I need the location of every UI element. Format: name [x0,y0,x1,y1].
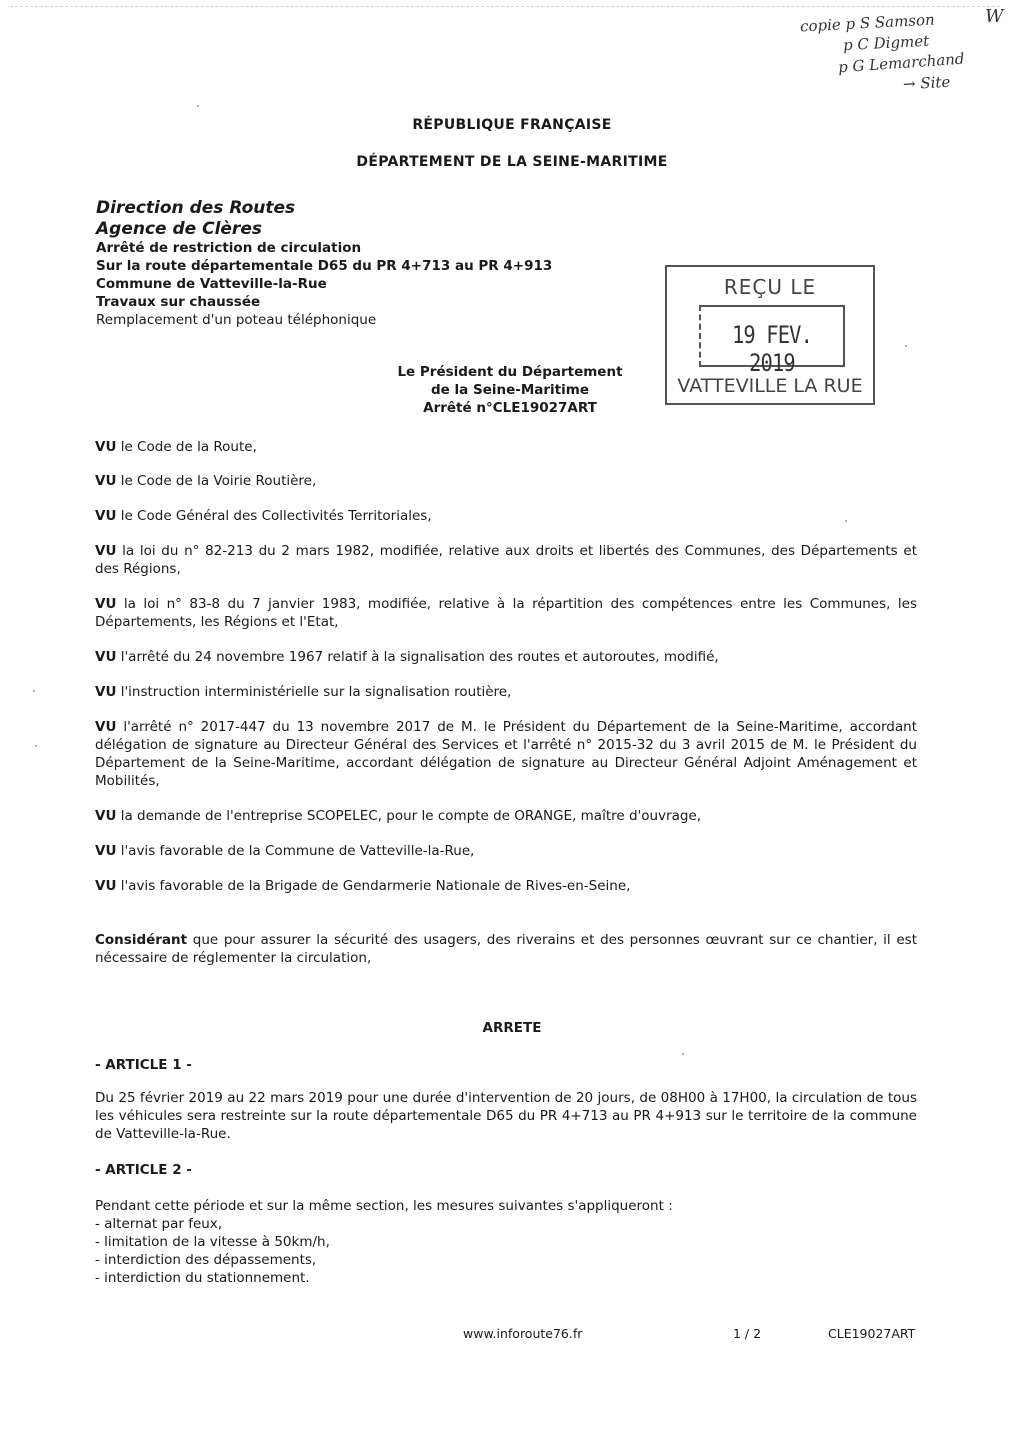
visa-item: VU l'instruction interministérielle sur la signalisation routière, [95,684,512,700]
measure-item: - interdiction du stationnement. [95,1270,310,1286]
scan-speck [197,105,199,107]
article-2-heading: - ARTICLE 2 - [95,1162,192,1178]
reception-stamp [665,265,875,405]
visa-item: VU l'arrêté n° 2017-447 du 13 novembre 2017 de M. le Président du Département de la Seine-Maritime, accordant délégation de signature au Directeur Général des Services et l'arrêté n° 2015-32 du 3 avril 2015 de M. le Président du Département de la Seine-Maritime, accordant délégation de signature au Directeur Général Adjoint Aménagement et Mobilités, [95,719,917,789]
visa-item: VU l'arrêté du 24 novembre 1967 relatif à la signalisation des routes et autoroutes, modifié, [95,649,719,665]
visa-item: VU la loi du n° 82-213 du 2 mars 1982, modifiée, relative aux droits et libertés des Communes, des Départements et des Régions, [95,543,917,577]
handwritten-mark: W [985,6,1004,27]
scan-edge-line [10,6,1000,7]
work-description: Remplacement d'un poteau téléphonique [96,312,377,328]
visa-item: VU le Code Général des Collectivités Territoriales, [95,508,432,524]
scan-speck [35,745,37,747]
handwritten-line-1: copie p S Samson [799,10,936,36]
stamp-date-box [699,305,845,377]
visa-item: VU l'avis favorable de la Brigade de Gendarmerie Nationale de Rives-en-Seine, [95,878,631,894]
measure-item: - interdiction des dépassements, [95,1252,317,1268]
visa-item: VU le Code de la Route, [95,439,257,455]
visa-item: VU l'avis favorable de la Commune de Vatteville-la-Rue, [95,843,475,859]
stamp-date: 19 FEV. 2019 [731,321,813,377]
stamp-town: VATTEVILLE LA RUE [677,375,863,397]
signatory-line-2: de la Seine-Maritime [431,382,589,398]
article-1-heading: - ARTICLE 1 - [95,1057,192,1073]
stamp-received-label: REÇU LE [723,275,817,299]
handwritten-line-4: → Site [902,72,951,94]
subject-line-1: Arrêté de restriction de circulation [96,240,362,256]
scan-speck [845,520,847,522]
subject-line-2: Sur la route départementale D65 du PR 4+713 au PR 4+913 [96,258,553,274]
footer-reference: CLE19027ART [828,1326,916,1341]
scan-speck [33,690,35,692]
signatory-line-1: Le Président du Département [397,364,623,380]
agency-title: Agence de Clères [96,219,262,239]
scan-speck [682,1053,684,1055]
article-1-text: Du 25 février 2019 au 22 mars 2019 pour une durée d'intervention de 20 jours, de 08H00 à 17H00, la circulation de tous les véhicules sera restreinte sur la route départementale D65 du PR 4+713 au PR 4+913 sur le territoire de la commune de Vatteville-la-Rue. [95,1090,917,1142]
visa-item: VU la demande de l'entreprise SCOPELEC, pour le compte de ORANGE, maître d'ouvrage, [95,808,702,824]
arrete-heading: ARRETE [482,1020,542,1036]
department-title: DÉPARTEMENT DE LA SEINE-MARITIME [356,154,668,170]
article-2-intro: Pendant cette période et sur la même section, les mesures suivantes s'appliqueront : [95,1198,673,1214]
footer-website: www.inforoute76.fr [463,1326,583,1341]
handwritten-line-3: p G Lemarchand [837,49,966,77]
decree-number: Arrêté n°CLE19027ART [423,400,597,416]
visa-item: VU la loi n° 83-8 du 7 janvier 1983, modifiée, relative à la répartition des compétences entre les Communes, les Départements, les Régions et l'Etat, [95,596,917,630]
direction-title: Direction des Routes [96,198,296,218]
considerant-paragraph: Considérant que pour assurer la sécurité des usagers, des riverains et des personnes œuvrant sur ce chantier, il est nécessaire de réglementer la circulation, [95,932,917,966]
republic-title: RÉPUBLIQUE FRANÇAISE [412,117,612,133]
measure-item: - limitation de la vitesse à 50km/h, [95,1234,330,1250]
subject-line-4: Travaux sur chaussée [96,294,261,310]
footer-page-number: 1 / 2 [733,1326,762,1341]
subject-line-3: Commune de Vatteville-la-Rue [96,276,327,292]
measure-item: - alternat par feux, [95,1216,223,1232]
scan-speck [905,345,907,347]
handwritten-line-2: p C Digmet [842,31,930,55]
visa-item: VU le Code de la Voirie Routière, [95,473,317,489]
